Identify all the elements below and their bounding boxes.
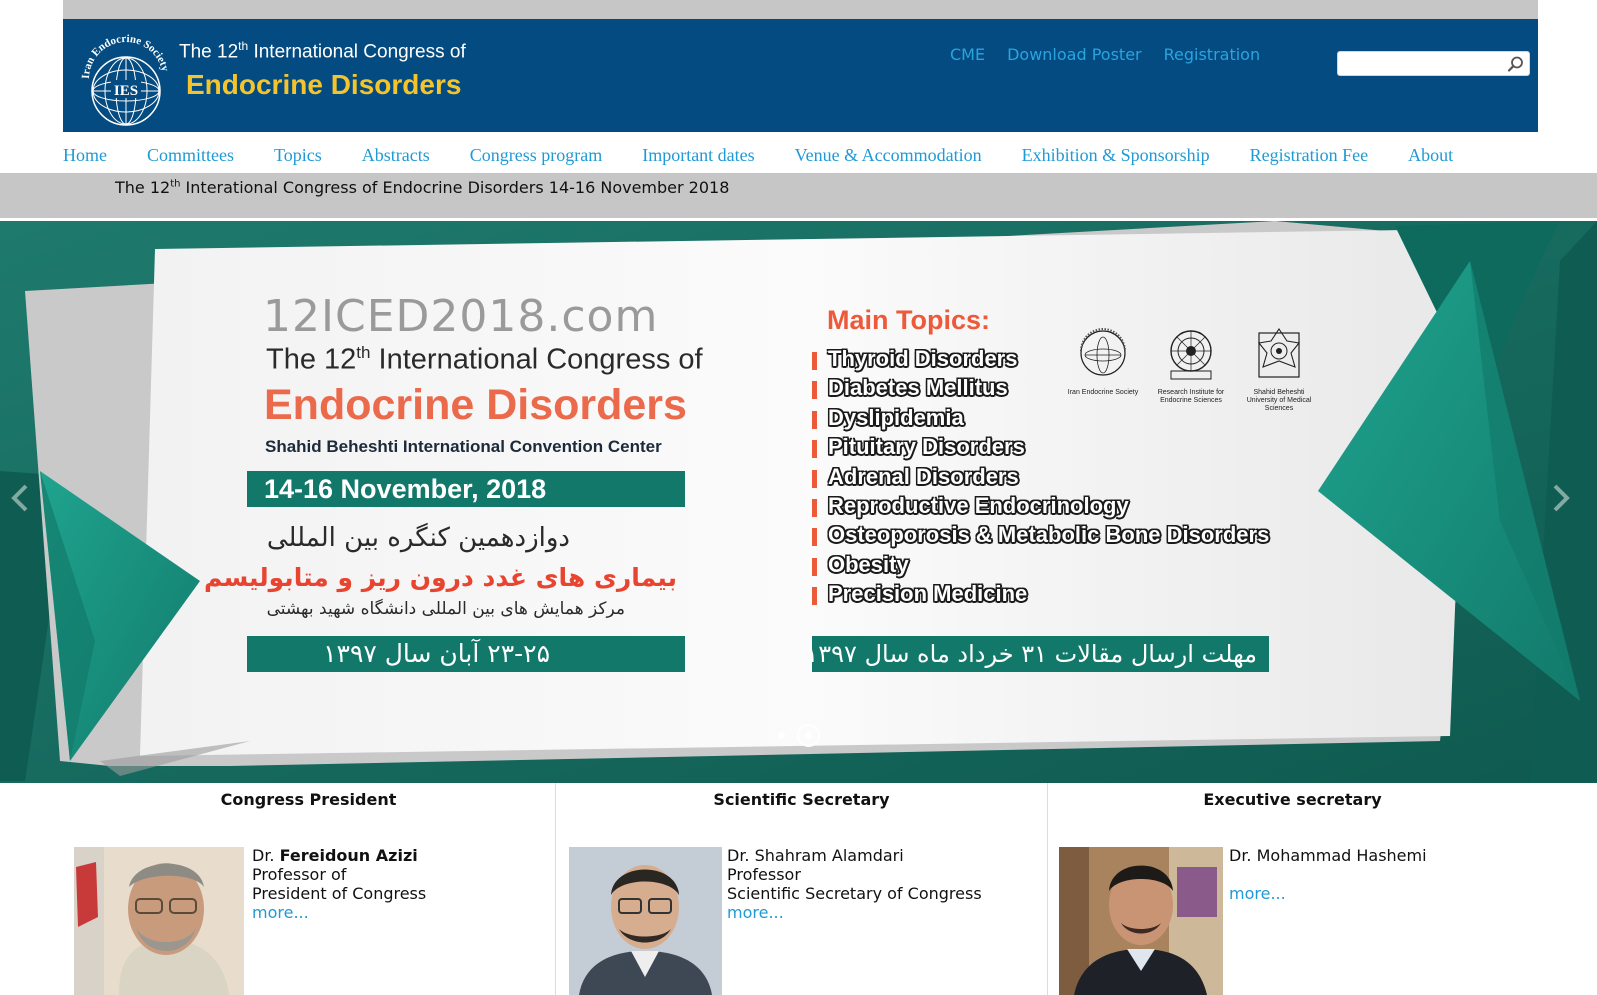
scientific-secretary-column xyxy=(555,783,1047,995)
president-photo xyxy=(74,847,244,995)
banner-url: 12ICED2018.com xyxy=(263,291,659,342)
ries-emblem xyxy=(1151,321,1231,413)
header-links xyxy=(950,45,1260,64)
banner-fa-line1: دوازدهمین کنگره بین المللی xyxy=(266,523,570,553)
organizer-logos xyxy=(1063,321,1319,413)
topic-item: Reproductive Endocrinology xyxy=(812,493,1269,522)
nav-venue-accommodation[interactable]: Venue & Accommodation xyxy=(794,145,982,165)
nav-topics[interactable]: Topics xyxy=(274,145,322,165)
nav-congress-program[interactable]: Congress program xyxy=(469,145,603,165)
ticker-text[interactable]: The 12th Interational Congress of Endocrine Disorders 14-16 November 2018 xyxy=(115,178,730,197)
ies-seal xyxy=(1063,321,1143,413)
scientific-secretary-heading: Scientific Secretary xyxy=(713,790,890,809)
banner-venue: Shahid Beheshti International Convention Center xyxy=(265,437,662,456)
nav-important-dates[interactable]: Important dates xyxy=(642,145,755,165)
cme-link[interactable]: CME xyxy=(950,45,986,64)
president-column xyxy=(62,783,555,995)
sbmu-emblem-icon xyxy=(1251,321,1307,385)
main-topics-title: Main Topics: xyxy=(827,305,991,335)
topic-item: Pituitary Disorders xyxy=(812,434,1269,463)
banner-fa-line3: مرکز همایش های بین المللی دانشگاه شهید بهشتی xyxy=(266,599,625,619)
topic-item: Precision Medicine xyxy=(812,581,1269,610)
search-input[interactable] xyxy=(1342,54,1502,73)
logo-arc-text: Iran Endocrine Society xyxy=(79,32,172,80)
header-title-line1: The 12th International Congress of xyxy=(179,39,466,63)
ies-caption: Iran Endocrine Society xyxy=(1067,389,1139,396)
carousel-next-icon[interactable] xyxy=(1551,483,1571,513)
ries-emblem-icon xyxy=(1163,321,1219,385)
registration-link[interactable]: Registration xyxy=(1163,45,1261,64)
topic-item: Adrenal Disorders xyxy=(812,464,1269,493)
banner-fa-line2: بیماری های غدد درون ریز و متابولیسم xyxy=(204,563,677,592)
president-info xyxy=(252,846,426,922)
carousel-indicators xyxy=(778,724,820,747)
carousel-prev-icon[interactable] xyxy=(10,483,30,513)
download-poster-link[interactable]: Download Poster xyxy=(1007,45,1142,64)
sbmu-emblem xyxy=(1239,321,1319,413)
news-ticker xyxy=(0,173,1597,218)
search-icon[interactable] xyxy=(1507,55,1525,73)
president-more-link[interactable]: more... xyxy=(252,903,309,922)
banner-title-line1: The 12th International Congress of xyxy=(266,343,703,376)
ries-caption: Research Institute for Endocrine Sciences xyxy=(1157,389,1225,404)
president-title-2: President of Congress xyxy=(252,884,427,903)
officers-section xyxy=(0,783,1597,995)
president-name: Dr. Fereidoun Azizi xyxy=(252,846,418,865)
executive-secretary-more-link[interactable]: more... xyxy=(1229,884,1286,903)
topic-item: Thyroid Disorders xyxy=(812,346,1269,375)
topic-item: Osteoporosis & Metabolic Bone Disorders xyxy=(812,522,1269,551)
header-title-line2: Endocrine Disorders xyxy=(186,69,462,100)
scientific-secretary-title-2: Scientific Secretary of Congress xyxy=(727,884,982,903)
executive-secretary-name: Dr. Mohammad Hashemi xyxy=(1229,846,1427,865)
ies-seal-icon xyxy=(1075,321,1131,385)
search-box xyxy=(1337,51,1530,76)
nav-registration-fee[interactable]: Registration Fee xyxy=(1249,145,1369,165)
site-header xyxy=(63,19,1538,132)
carousel-dot-1[interactable] xyxy=(778,732,785,739)
banner-fa-date: ۲۳-۲۵ آبان سال ۱۳۹۷ xyxy=(247,636,685,672)
executive-secretary-title-1 xyxy=(1229,865,1427,884)
nav-home[interactable]: Home xyxy=(63,145,107,165)
nav-abstracts[interactable]: Abstracts xyxy=(361,145,430,165)
scientific-secretary-info xyxy=(727,846,982,922)
nav-committees[interactable]: Committees xyxy=(147,145,234,165)
executive-secretary-column xyxy=(1047,783,1537,995)
main-nav xyxy=(63,145,1453,166)
banner-date: 14-16 November, 2018 xyxy=(247,471,685,507)
banner-background xyxy=(0,221,1597,783)
scientific-secretary-title-1: Professor xyxy=(727,865,801,884)
president-heading: Congress President xyxy=(220,790,397,809)
executive-secretary-heading: Executive secretary xyxy=(1203,790,1382,809)
nav-exhibition-sponsorship[interactable]: Exhibition & Sponsorship xyxy=(1021,145,1210,165)
logo-center-text: IES xyxy=(113,83,139,99)
banner-fa-deadline: مهلت ارسال مقالات ۳۱ خرداد ماه سال ۱۳۹۷ xyxy=(812,636,1269,672)
scientific-secretary-more-link[interactable]: more... xyxy=(727,903,784,922)
topic-item: Diabetes Mellitus xyxy=(812,375,1269,404)
carousel-dot-2-active[interactable] xyxy=(797,724,820,747)
president-title-1: Professor of xyxy=(252,865,347,884)
banner-title-line2: Endocrine Disorders xyxy=(264,381,687,429)
executive-secretary-info xyxy=(1229,846,1427,903)
sbmu-caption: Shahid Beheshti University of Medical Sciences xyxy=(1246,389,1312,412)
scientific-secretary-name: Dr. Shahram Alamdari xyxy=(727,846,904,865)
hero-carousel xyxy=(0,221,1597,783)
scientific-secretary-photo xyxy=(569,847,722,995)
topic-item: Dyslipidemia xyxy=(812,405,1269,434)
executive-secretary-photo xyxy=(1059,847,1223,995)
top-strip xyxy=(63,0,1538,19)
nav-about[interactable]: About xyxy=(1408,145,1454,165)
topic-item: Obesity xyxy=(812,552,1269,581)
iran-endocrine-society-logo[interactable] xyxy=(73,24,178,129)
